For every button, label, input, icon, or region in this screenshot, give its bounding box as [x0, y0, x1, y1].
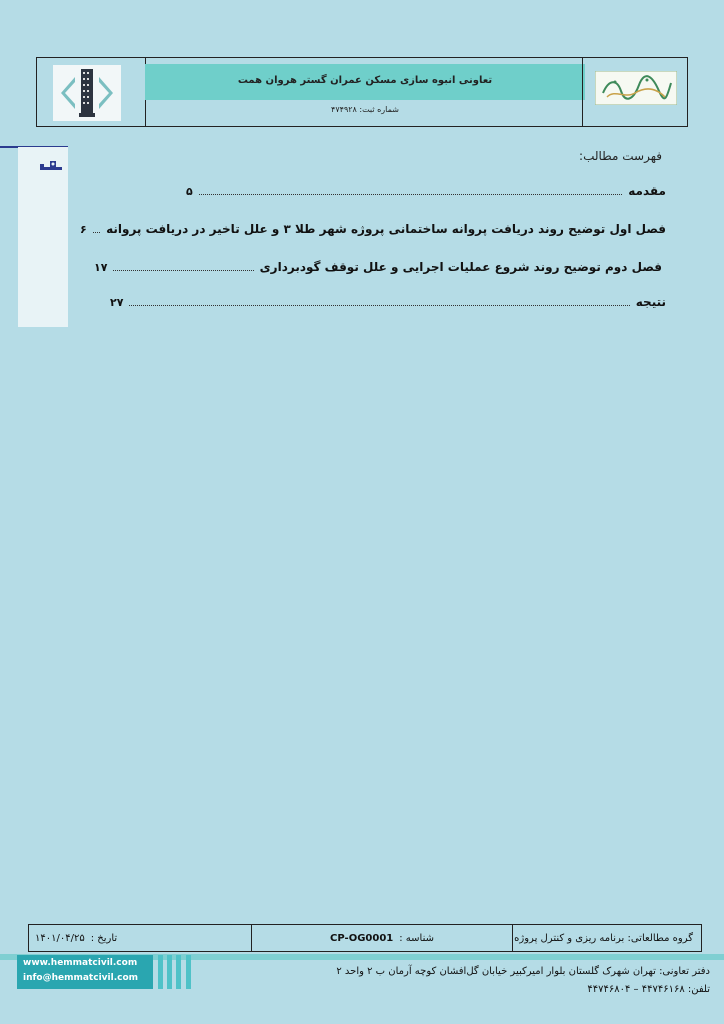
- calligraphy-logo-icon: [595, 71, 677, 105]
- document-date: [35, 925, 245, 951]
- toc-item-page: ۲۷: [110, 296, 124, 309]
- toc-item[interactable]: [80, 222, 666, 236]
- contact-box: [17, 955, 153, 989]
- document-id: [251, 925, 513, 951]
- email-link[interactable]: info@hemmatcivil.com: [23, 973, 139, 983]
- document-header: [36, 57, 688, 127]
- toc-item-label: مقدمه: [628, 184, 666, 198]
- document-id-label: شناسه :: [399, 932, 434, 944]
- decor-stripe: [176, 955, 181, 989]
- side-panel: [18, 147, 68, 327]
- document-id-value: CP-OG0001: [330, 932, 394, 944]
- toc-item-label: فصل دوم توضیح روند شروع عملیات اجرایی و علل توقف گودبرداری: [259, 260, 662, 274]
- pen-calligraphy-icon: [38, 157, 64, 173]
- header-logo-cell: [37, 58, 146, 126]
- registration-number: شماره ثبت: ۴۷۴۹۲۸: [331, 105, 399, 114]
- tower-logo-icon: [53, 65, 121, 121]
- toc-item[interactable]: [186, 184, 666, 198]
- office-phone: تلفن: ۴۴۷۴۶۱۶۸ – ۴۴۷۴۶۸۰۴: [587, 984, 710, 995]
- document-footer: [28, 924, 702, 952]
- toc-item-label: فصل اول توضیح روند دریافت پروانه ساختمانی پروژه شهر طلا ۳ و علل تاخیر در دریافت پروانه: [106, 222, 666, 236]
- toc-leader-dots: [113, 262, 253, 271]
- office-address-block: [240, 963, 710, 999]
- toc-item-label: نتیجه: [635, 295, 666, 309]
- toc-leader-dots: [199, 186, 623, 195]
- decor-stripe: [158, 955, 163, 989]
- toc-item[interactable]: [110, 295, 666, 309]
- toc-item[interactable]: [94, 260, 662, 274]
- document-date-value: ۱۴۰۱/۰۴/۲۵: [35, 932, 85, 944]
- org-title: تعاونی انبوه سازی مسکن عمران گستر هروان همت: [237, 75, 493, 86]
- toc-title: فهرست مطالب:: [579, 149, 662, 163]
- toc-leader-dots: [129, 297, 629, 306]
- toc-item-page: ۱۷: [94, 261, 108, 274]
- toc-leader-dots: [93, 224, 100, 233]
- website-link[interactable]: www.hemmatcivil.com: [23, 958, 138, 968]
- office-address: دفتر تعاونی: تهران شهرک گلستان بلوار امیرکبیر خیابان گل‌افشان کوچه آرمان ب ۲ واحد ۲: [336, 966, 710, 977]
- decor-stripe: [167, 955, 172, 989]
- decor-stripe: [186, 955, 191, 989]
- header-title-cell: [145, 58, 585, 126]
- study-group: گروه مطالعاتی: برنامه ریزی و کنترل پروژه: [514, 932, 693, 944]
- toc-item-page: ۶: [80, 223, 87, 236]
- document-date-label: تاریخ :: [90, 932, 118, 944]
- toc-item-page: ۵: [186, 185, 193, 198]
